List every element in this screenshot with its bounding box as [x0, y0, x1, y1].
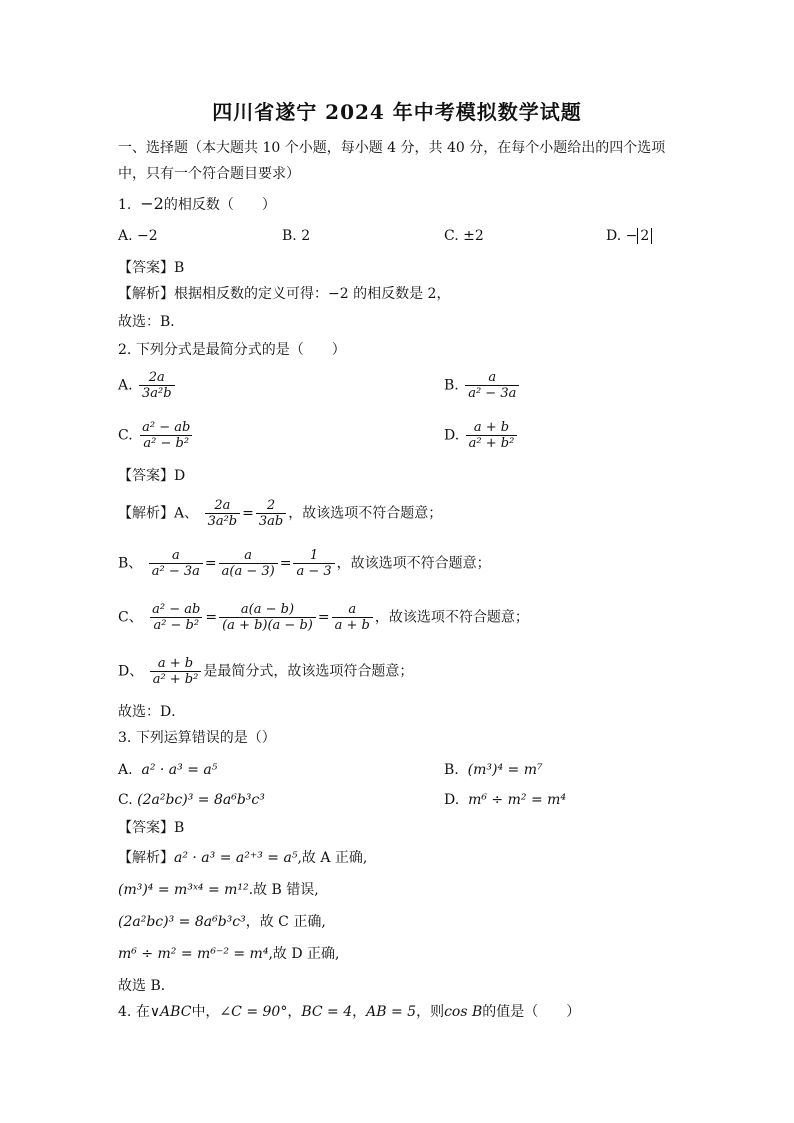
q1-option-c: C. ±2 [444, 228, 484, 244]
q3-option-d [444, 790, 566, 810]
q1-stem-math: −2 [140, 194, 164, 213]
fraction-denominator: a² − b² [140, 435, 192, 451]
fraction-numerator: 2a [214, 498, 231, 513]
q3-option-c [118, 790, 265, 810]
fraction-denominator: a(a − 3) [219, 563, 278, 579]
q4-text-4: 的值是（ ） [482, 1004, 581, 1020]
q4-condition-bc: BC = 4 [301, 1004, 353, 1020]
q2-stem [118, 340, 346, 360]
q3-analysis-line3 [118, 912, 326, 932]
q3-analysis-line1-math: a² · a³ = a²⁺³ = a⁵ [174, 850, 298, 866]
q2-option-d [444, 420, 519, 451]
q4-condition-ab: AB = 5 [366, 1004, 417, 1020]
q2-analysis-c-prefix: C、 [118, 609, 143, 626]
q3-analysis-line4 [118, 944, 339, 964]
q2-analysis-d [118, 656, 413, 687]
q2-answer-value: D [174, 468, 186, 484]
q2-analysis-a-f2 [256, 498, 286, 529]
q2-option-a-label: A. [118, 377, 133, 394]
q3-answer-label: 【答案】 [118, 820, 174, 836]
q2-analysis-c: C、 $\frac{\text{a² − ab}}{\text{a² − b²}}$ = $\frac{a(a - b)}{(a + b)(a - b)}$ = $\frac{a}{a + b}$ ，故该选项不符合题意； [118, 602, 529, 633]
q2-analysis-label: 【解析】 [118, 505, 174, 522]
fraction-numerator: a + b [157, 656, 194, 671]
q3-option-b-label: B. [444, 762, 459, 778]
q2-number: 2. [118, 342, 132, 358]
q1-answer [118, 258, 184, 278]
fraction-numerator: a² − ab [152, 602, 201, 617]
q4-triangle: ∨ABC [149, 1004, 192, 1020]
q2-analysis-b: B、 $\frac{a}{\text{a² − 3a}}$ = $\frac{a}{a(a - 3)}$ = $\frac{1}{a - 3}$ ，故该选项不符合题意； [118, 548, 491, 579]
q4-condition-angle: ∠C = 90° [219, 1004, 288, 1020]
q2-analysis-c-f2 [219, 602, 316, 633]
q3-analysis-line2-text: 故 B 错误, [253, 882, 319, 898]
q2-option-b [444, 370, 521, 401]
q2-option-c [118, 420, 195, 451]
q2-analysis-a-text: ，故该选项不符合题意； [288, 505, 443, 522]
q3-analysis-line3-text: ，故 C 正确, [245, 914, 326, 930]
q4-text-1: 在 [135, 1004, 150, 1020]
q4-stem [118, 1002, 580, 1022]
q3-option-d-math: m⁶ ÷ m² = m⁴ [468, 792, 567, 808]
q4-separator-2: ， [352, 1004, 367, 1020]
q1-answer-value: B [174, 260, 185, 276]
q3-analysis-line4-math: m⁶ ÷ m² = m⁶⁻² = m⁴ [118, 946, 269, 962]
q2-analysis-b-prefix: B、 [118, 555, 143, 572]
fraction-denominator: 3a²b [205, 513, 241, 529]
section-heading-line2: 中，只有一个符合题目要求） [118, 166, 300, 182]
q3-option-a-label: A. [118, 762, 133, 778]
q3-analysis-line4-text: ,故 D 正确, [268, 946, 340, 962]
fraction-denominator: 3ab [256, 513, 286, 529]
fraction-denominator: a² + b² [466, 435, 518, 451]
q3-analysis-label: 【解析】 [118, 850, 174, 866]
q4-text-2: 中， [191, 1004, 220, 1020]
q2-option-d-fraction [466, 420, 518, 451]
q3-answer-value: B [174, 820, 185, 836]
q4-separator-1: ， [287, 1004, 302, 1020]
fraction-numerator: a [488, 370, 497, 385]
q3-analysis-line1 [118, 848, 367, 868]
fraction-numerator: 2a [148, 370, 165, 385]
fraction-numerator: a + b [473, 420, 510, 435]
q3-analysis-line2 [118, 880, 319, 900]
q3-option-a [118, 760, 217, 780]
q1-stem [118, 194, 276, 215]
page-title: 四川省遂宁 2024 年中考模拟数学试题 [212, 100, 582, 124]
q3-stem [118, 728, 276, 748]
q3-number: 3. [118, 730, 132, 746]
q3-analysis-line3-math: (2a²bc)³ = 8a⁶b³c³ [118, 914, 246, 930]
q2-analysis-c-f1 [149, 602, 203, 633]
fraction-numerator: a(a − b) [240, 602, 295, 617]
q1-option-d [606, 226, 652, 246]
q1-analysis-label: 【解析】 [118, 286, 174, 302]
fraction-denominator: a + b [332, 617, 373, 633]
q2-analysis-d-f1 [150, 656, 202, 687]
q3-stem-text: 下列运算错误的是（） [135, 730, 276, 746]
q1-option-d-abs: 2 [637, 228, 652, 244]
fraction-denominator: a² − 3a [149, 563, 203, 579]
q1-conclusion: 故选：B． [118, 314, 185, 330]
q2-option-c-fraction [139, 420, 193, 451]
q2-analysis-d-prefix: D、 [118, 663, 144, 680]
q3-analysis-line2-math: (m³)⁴ = m³ˣ⁴ = m¹². [118, 882, 254, 898]
fraction-denominator: a − 3 [293, 563, 334, 579]
fraction-numerator: 2 [266, 498, 276, 513]
fraction-numerator: 1 [309, 548, 319, 563]
fraction-denominator: a² − 3a [465, 385, 519, 401]
fraction-denominator: 3a²b [139, 385, 175, 401]
q1-analysis [118, 284, 450, 304]
q4-text-3: ，则 [416, 1004, 445, 1020]
q2-analysis-a-f1 [205, 498, 241, 529]
fraction-numerator: a [244, 548, 253, 563]
q2-option-a [118, 370, 177, 401]
q2-stem-text: 下列分式是最简分式的是（ ） [135, 342, 346, 358]
fraction-numerator: a [348, 602, 357, 617]
q1-option-d-label: D. − [606, 228, 638, 244]
q2-option-d-label: D. [444, 427, 460, 444]
q2-analysis-b-f2 [219, 548, 278, 579]
q1-number: 1. [118, 197, 132, 213]
q2-analysis-b-text: ，故该选项不符合题意； [336, 555, 491, 572]
q4-ask-cosb: cos B [444, 1004, 483, 1020]
q2-answer-label: 【答案】 [118, 468, 174, 484]
q2-analysis-a: 【解析】A、 $\frac{2a}{\text{3a²b}}$ = $\frac{2}{3ab}$ ，故该选项不符合题意； [118, 498, 443, 529]
fraction-denominator: a² − b² [150, 617, 202, 633]
q2-analysis-d-text: 是最简分式，故该选项符合题意； [203, 663, 414, 680]
q3-option-d-label: D. [444, 792, 460, 808]
q2-analysis-c-f3 [332, 602, 373, 633]
q2-analysis-b-f1 [149, 548, 203, 579]
q1-answer-label: 【答案】 [118, 260, 174, 276]
q4-number: 4. [118, 1004, 132, 1020]
q2-answer [118, 466, 185, 486]
q3-analysis-line1-text: ,故 A 正确, [297, 850, 368, 866]
q2-analysis-a-prefix: A、 [174, 505, 199, 522]
q2-option-b-fraction [465, 370, 519, 401]
q3-answer [118, 818, 184, 838]
fraction-numerator: a [171, 548, 180, 563]
section-heading-line1: 一、选择题（本大题共 10 个小题，每小题 4 分，共 40 分，在每个小题给出的四个选项 [118, 140, 666, 156]
q1-analysis-text: 根据相反数的定义可得：−2 的相反数是 2， [174, 286, 451, 302]
q3-option-b-math: (m³)⁴ = m⁷ [467, 762, 543, 778]
fraction-denominator: a² + b² [150, 671, 202, 687]
q2-option-b-label: B. [444, 377, 459, 394]
q2-conclusion: 故选：D． [118, 704, 186, 720]
q2-option-a-fraction [139, 370, 175, 401]
q1-option-a: A. −2 [118, 228, 158, 244]
q2-analysis-c-text: ，故该选项不符合题意； [374, 609, 529, 626]
q3-option-b [444, 760, 543, 780]
q3-option-c-math: (2a²bc)³ = 8a⁶b³c³ [137, 792, 265, 808]
q2-analysis-b-f3 [293, 548, 334, 579]
q3-option-a-math: a² · a³ = a⁵ [141, 762, 218, 778]
q2-option-c-label: C. [118, 427, 133, 444]
q1-option-b: B. 2 [282, 228, 311, 244]
q1-stem-text: 的相反数（ ） [163, 197, 276, 213]
fraction-denominator: (a + b)(a − b) [219, 617, 316, 633]
q3-option-c-label: C. [118, 792, 133, 808]
fraction-numerator: a² − ab [142, 420, 191, 435]
q3-conclusion: 故选 B． [118, 978, 175, 994]
